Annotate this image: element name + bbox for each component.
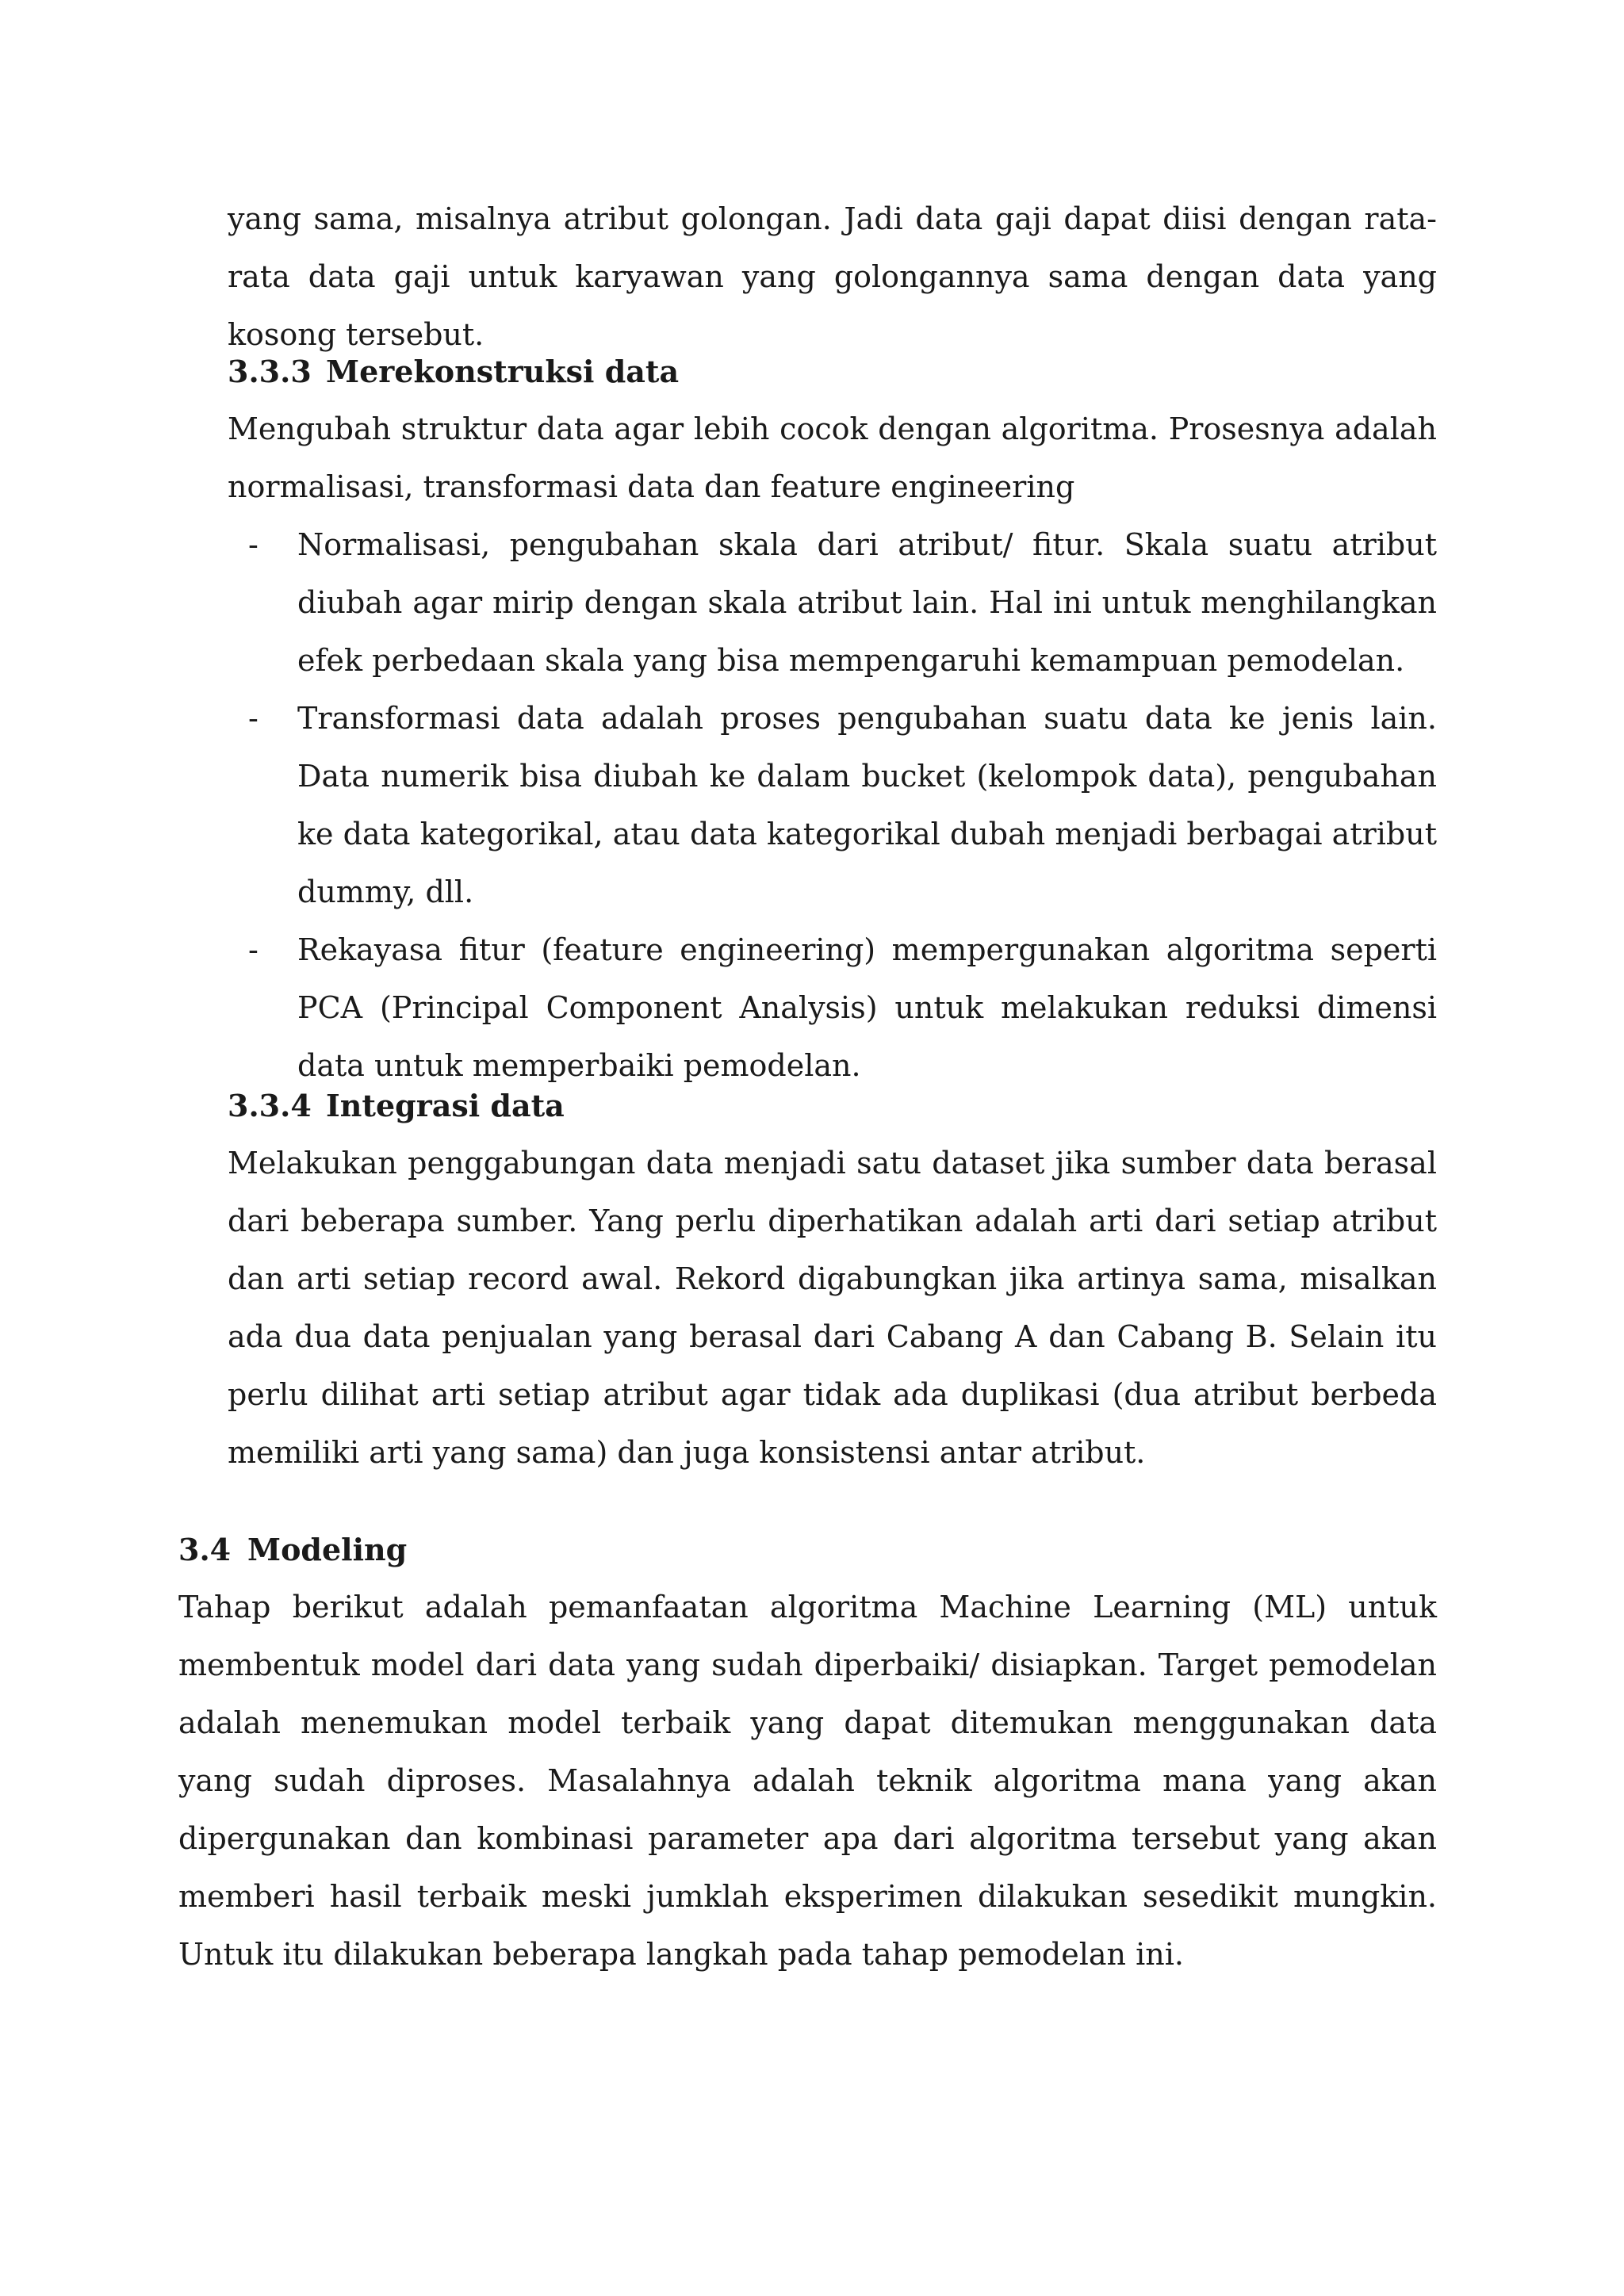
section-number: 3.3.4 [228, 1088, 312, 1123]
bullet-marker: - [248, 701, 259, 736]
bullet-marker: - [248, 527, 259, 562]
list-item [228, 921, 1437, 1095]
list-item-text: Transformasi data adalah proses pengubahan suatu data ke jenis lain. Data numerik bisa diubah ke dalam bucket (kelompok data), pengubahan ke data kategorikal, atau data kategorikal dubah menjadi berbagai atribut dummy, dll. [297, 701, 1437, 909]
section-number: 3.3.3 [228, 354, 312, 389]
bullet-marker: - [248, 932, 259, 967]
section-heading-3-3-4 [228, 1077, 565, 1135]
section-title: Modeling [247, 1532, 408, 1567]
section-3-3-3-paragraph: Mengubah struktur data agar lebih cocok dengan algoritma. Prosesnya adalah normalisasi, transformasi data dan feature engineering [228, 411, 1437, 504]
section-title: Merekonstruksi data [326, 354, 680, 389]
list-item [228, 690, 1437, 921]
bullet-list [228, 516, 1437, 1095]
section-number: 3.4 [178, 1532, 232, 1567]
list-item [228, 516, 1437, 690]
section-title: Integrasi data [326, 1088, 565, 1123]
list-item-text: Rekayasa fitur (feature engineering) mempergunakan algoritma seperti PCA (Principal Component Analysis) untuk melakukan reduksi dimensi data untuk memperbaiki pemodelan. [297, 932, 1437, 1083]
section-3-3-4-paragraph: Melakukan penggabungan data menjadi satu dataset jika sumber data berasal dari beberapa sumber. Yang perlu diperhatikan adalah arti dari setiap atribut dan arti setiap record awal. Rekord digabungkan jika artinya sama, misalkan ada dua data penjualan yang berasal dari Cabang A dan Cabang B. Selain itu perlu dilihat arti setiap atribut agar tidak ada duplikasi (dua atribut berbeda memiliki arti yang sama) dan juga konsistensi antar atribut. [228, 1146, 1437, 1470]
list-item-text: Normalisasi, pengubahan skala dari atribut/ fitur. Skala suatu atribut diubah agar mirip dengan skala atribut lain. Hal ini untuk menghilangkan efek perbedaan skala yang bisa mempengaruhi kemampuan pemodelan. [297, 527, 1437, 678]
intro-paragraph: yang sama, misalnya atribut golongan. Jadi data gaji dapat diisi dengan rata-rata data gaji untuk karyawan yang golongannya sama dengan data yang kosong tersebut. [228, 201, 1437, 352]
section-heading-3-4 [178, 1521, 407, 1578]
section-3-4-paragraph: Tahap berikut adalah pemanfaatan algoritma Machine Learning (ML) untuk membentuk model dari data yang sudah diperbaiki/ disiapkan. Target pemodelan adalah menemukan model terbaik yang dapat ditemukan menggunakan data yang sudah diproses. Masalahnya adalah teknik algoritma mana yang akan dipergunakan dan kombinasi parameter apa dari algoritma tersebut yang akan memberi hasil terbaik meski jumklah eksperimen dilakukan sesedikit mungkin. Untuk itu dilakukan beberapa langkah pada tahap pemodelan ini. [178, 1590, 1437, 1972]
section-heading-3-3-3 [228, 342, 679, 400]
